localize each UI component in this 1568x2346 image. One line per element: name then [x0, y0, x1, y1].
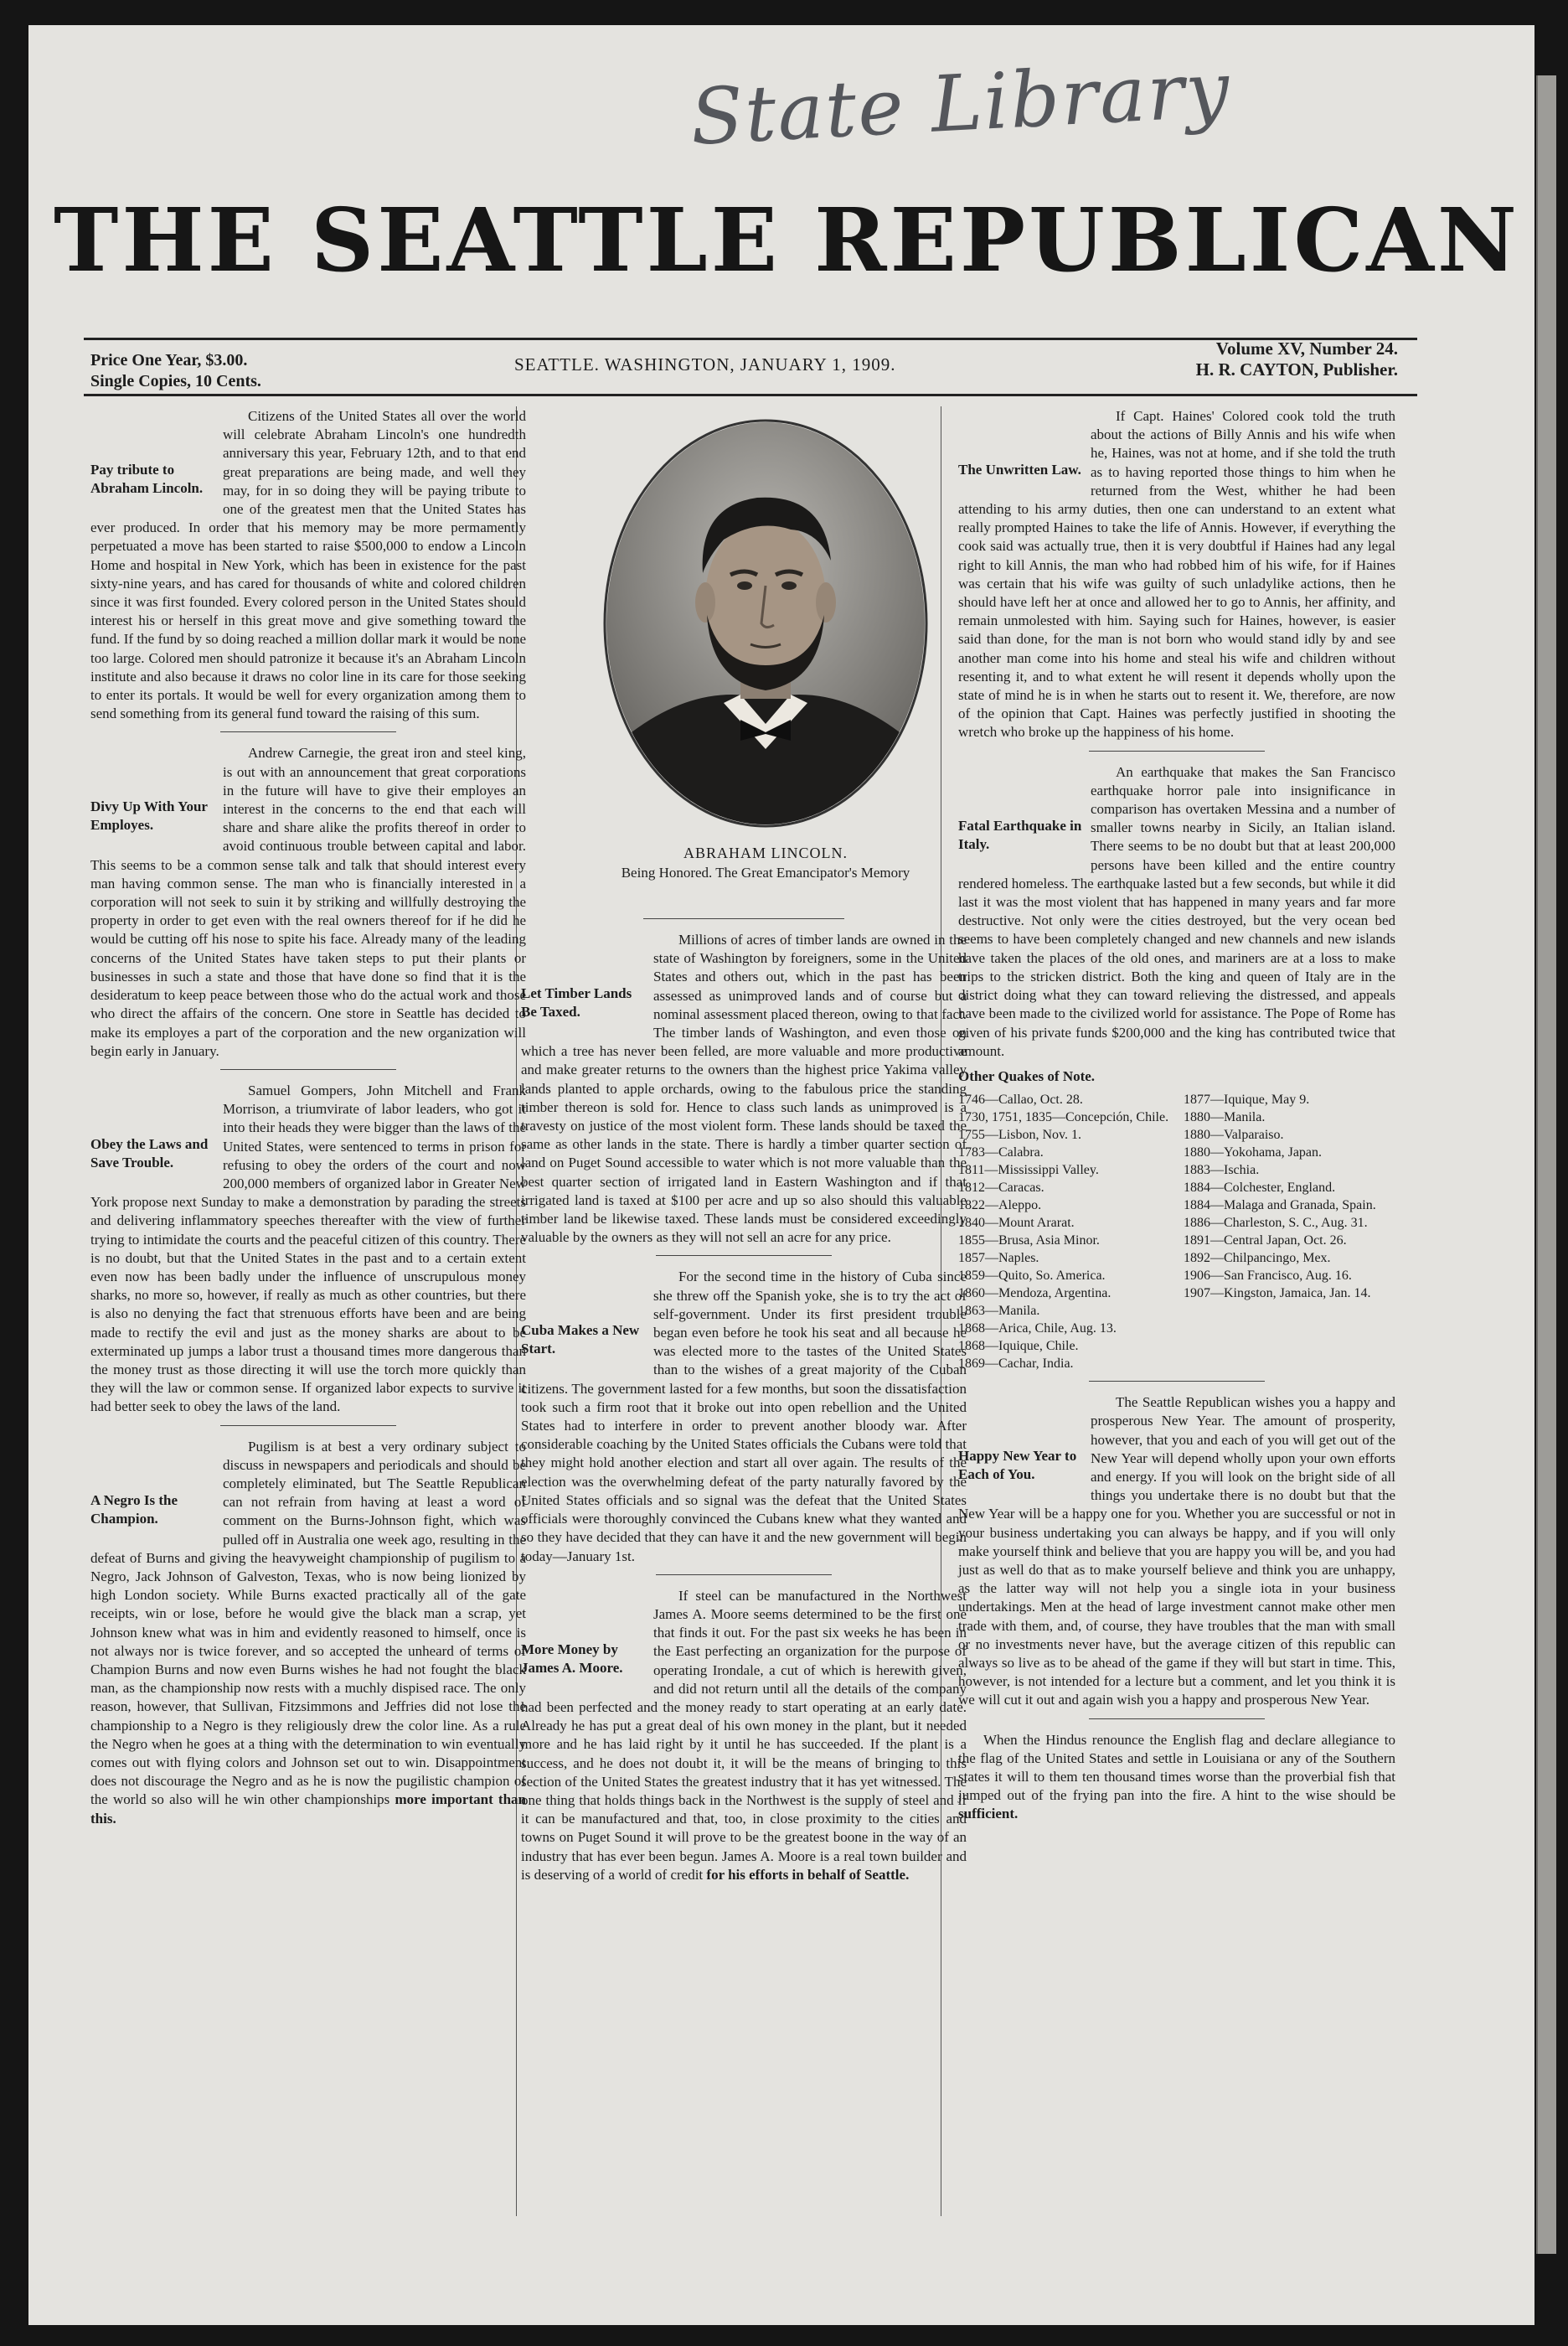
separator — [656, 1255, 832, 1256]
separator — [220, 1069, 396, 1070]
article-heading: Pay tribute to Abraham Lincoln. — [90, 462, 204, 496]
volume-info — [1059, 338, 1398, 380]
article-body: Millions of acres of timber lands are owned in the state of Washington by foreigners, some in the United States and others out, which in the past has been assessed as unimproved lands and of course but a nominal assessment placed thereon, owing to that fact. The timber lands of Washington, and even those on which a tree has never been felled, are more valuable and more productive and make greater returns to the owners than the highest price Yakima valley lands planted to apple orchards, owing to the fabulous price the standing timber thereon is sold for. Hence to class such lands as unimproved is a travesty on justice of the most violent form. These lands should be taxed the same as other lands in the state. There is hardly a timber quarter section of land on Puget Sound accessible to water which is not more valuable than the best quarter section of irrigated land in Eastern Washington and if that irrigated land is taxed at $100 per acre and up so also should this valuable timber land be likewise taxed. These lands must be considered exceedingly valuable by the owners as they will not sell an acre for any price. — [521, 932, 967, 1246]
article-heading: More Money by James A. Moore. — [521, 1641, 623, 1676]
article-steel — [521, 1587, 967, 1884]
masthead: THE SEATTLE REPUBLICAN — [54, 189, 1520, 292]
article-body: Citizens of the United States all over the world will celebrate Abraham Lincoln's one hundredth anniversary this year, February 12th, and to that end great preparations are being made, and well they may, for in so doing they will be paying tribute to one of the greatest men that the United States has ever produced. In order that his memory may be more permamently perpetuated a move has been started to raise $500,000 to endow a Lincoln Home and hospital in New York, which has been in existence for the past sixty-nine years, and has cared for thousands of white and colored children since it was first founded. Every colored person in the United States should interest his or herself in this great move and give something toward the fund. If the fund by so doing reached a million dollar mark it would be none too large. Colored men should patronize it because it's an Abraham Lincoln institute and also because it draws no color line in its care for those seeking to enter its portals. It would be well for every organization among them to send something from its general fund toward the raising of this sum. — [90, 408, 526, 722]
article-pugilism — [90, 1438, 526, 1828]
article-end: for his efforts in behalf of Seattle. — [706, 1866, 910, 1883]
separator — [220, 1425, 396, 1426]
quakes-heading: Other Quakes of Note. — [958, 1067, 1096, 1084]
separator — [656, 1574, 832, 1575]
separator — [1089, 1718, 1265, 1719]
article-heading: Cuba Makes a New Start. — [521, 1322, 640, 1357]
header-rule — [84, 394, 1417, 396]
article-end: more important than this. — [90, 1791, 527, 1827]
volume-number: Volume XV, Number 24. — [1215, 338, 1398, 359]
quake-entry: 1860—Mendoza, Argentina. — [958, 1286, 1112, 1301]
quake-entry: 1840—Mount Ararat. — [958, 1216, 1075, 1231]
article-carnegie — [90, 744, 526, 1060]
quakes-left — [958, 1091, 1170, 1372]
quake-entry: 1891—Central Japan, Oct. 26. — [1184, 1233, 1347, 1248]
article-body: Andrew Carnegie, the great iron and steel king, is out with an announcement that great corporations in the future will have to give their employes an interest in the concerns to the end that each will share and share alike the profits thereof in order to avoid continuous trouble between capital and labor. This seems to be a common sense talk and talk that should interest every man having common sense. The man who is financially interested in a corporation will not seek to suin it by striking and willfully destroying the property in order to get even with the real owners thereof for if he did he would be cutting off his nose to spite his face. Already many of the leading concerns of the United States have taken steps to put their plants or businesses in such a state and those that have done so find that it is the desideratum to keep peace between those who do the actual work and those who direct the affairs of the concern. One store in Seattle has decided to make its employes a part of the corporation and the new organization will begin early in January. — [90, 745, 526, 1059]
quake-entry: 1863—Manila. — [958, 1304, 1040, 1319]
lincoln-portrait — [598, 414, 933, 833]
quake-entry: 1783—Calabra. — [958, 1145, 1044, 1160]
article-body: An earthquake that makes the San Francisco earthquake horror pale into insignificance in comparison has overtaken Messina and a number of smaller towns nearby in Sicily, an Italian island. There seems to be no doubt but that at least 200,000 persons have been killed and the entire country rendered homeless. The earthquake lasted but a few seconds, but while it did last it was the most violent that has happened in many years and far more destructive. Not only were the cities destroyed, but the very ocean bed seems to have been completely changed and new channels and new islands have taken the places of the old ones, and mariners are at a loss to make trips to the stricken district. Both the king and queen of Italy are in the district doing what they can toward relieving the distressed, and appeals have been made to the civilized world for assistance. The Pope of Rome has given of his private funds $200,000 and the king has contributed twice that amount. — [958, 763, 1395, 1059]
quake-entry: 1886—Charleston, S. C., Aug. 31. — [1184, 1216, 1368, 1231]
price-year: Price One Year, $3.00. — [90, 351, 248, 369]
library-stamp: State Library — [688, 44, 1234, 163]
article-lincoln — [90, 407, 526, 723]
quake-entry: 1877—Iquique, May 9. — [1184, 1093, 1310, 1108]
article-end: sufficient. — [958, 1806, 1019, 1822]
article-newyear — [958, 1393, 1395, 1709]
quake-entry: 1730, 1751, 1835—Concepción, Chile. — [958, 1110, 1169, 1125]
quake-entry: 1892—Chilpancingo, Mex. — [1184, 1251, 1331, 1266]
quake-entry: 1883—Ischia. — [1184, 1163, 1260, 1178]
article-body: Samuel Gompers, John Mitchell and Frank Morrison, a triumvirate of labor leaders, who got it into their heads they were bigger than the laws of the United States, were sentenced to terms in prison for refusing to obey the orders of the court and now 200,000 members of organized labor in Greater New York propose next Sunday to make a demonstration by parading the streets and delivering inflammatory speeches thereafter with the view of further trying to intimidate the courts and the peaceful citizen of this country. There is no doubt, but that the United States in the past and to a certain extent even now has been badly under the influence of unscrupulous money sharks, no more so, however, if really as much as other countries, but there is also no denying the fact that strenuous efforts have been and are being made to rectify the evil and just as the money sharks are about to be exterminated up jumps a labor trust a thousand times more dangerous than the money trust as those directing it will use the torch more quickly than they will the law or common sense. If organized labor expects to survive it had better seek to obey the laws of the land. — [90, 1082, 526, 1415]
article-body: If Capt. Haines' Colored cook told the truth about the actions of Billy Annis and his wife when he, Haines, was not at home, and if she told the truth as to having reported those things to him when he returned from the West, whither he had been attending to his army duties, then one can understand to an extent what really prompted Haines to take the life of Annis. However, if everything the cook said was actually true, then it is very doubtful if Haines had any legal right to kill Annis, the man who had robbed him of his wife, for if Haines was certain that his wife was guilty of such unladylike actions, then he should have left her at once and allowed her to go to Annis, her affinity, and remain unmolested with him. Saying such for Haines, however, is easier said than done, for the man is not born who would stand idly by and see another man come into his home and steal his wife and children without resenting it, and to what extent he will resent it depends wholly upon the state of mind he is in when he starts out to resent it. We, therefore, are now of the opinion that Capt. Haines was perfectly justified in shooting the wretch who broke up the happiness of his home. — [958, 408, 1395, 741]
article-body: Pugilism is at best a very ordinary subject to discuss in newspapers and periodicals and should be completely eliminated, but The Seattle Republican can not refrain from having at least a word of comment on the Burns-Johnson fight, which was pulled off in Australia one week ago, resulting in the defeat of Burns and giving the heavyweight championship of pugilism to a Negro, Jack Johnson of Galveston, Texas, who is now being lionized by high London society. While Burns exacted practically all of the gate receipts, win or lose, before he would give the black man a scrap, yet Johnson knew what was in him and evidently reasoned to himself, once is not always nor is twice forever, and so accepted the unheard of terms of Champion Burns and now even Burns wishes he had not fought the black man, as the championship now rests with a muchly dispised race. The only reason, however, that Sullivan, Fitzsimmons and Jeffries did not lose the championship to a Negro is they religiously drew the color line. As a rule the Negro when he goes at a thing with the determination to win eventually comes out with flying colors and Johnson set out to win. Disappointment does not discourage the Negro and as he is now the pugilistic champion of the world so also will he win other championships — [90, 1438, 526, 1808]
price-info — [90, 350, 261, 392]
price-single: Single Copies, 10 Cents. — [90, 372, 261, 390]
quake-entry: 1859—Quito, So. America. — [958, 1269, 1106, 1284]
quakes-right — [1184, 1091, 1395, 1372]
column-2 — [521, 918, 967, 1891]
portrait-block — [581, 414, 950, 881]
publisher: H. R. CAYTON, Publisher. — [1195, 359, 1398, 380]
quake-entry: 1906—San Francisco, Aug. 16. — [1184, 1269, 1352, 1284]
column-3 — [958, 407, 1395, 1831]
article-heading: Fatal Earthquake in Italy. — [958, 817, 1082, 852]
quake-entry: 1812—Caracas. — [958, 1181, 1044, 1196]
column-1 — [90, 407, 526, 1835]
article-heading: Obey the Laws and Save Trouble. — [90, 1135, 209, 1170]
quake-entry: 1880—Valparaiso. — [1184, 1128, 1284, 1143]
quake-entry: 1907—Kingston, Jamaica, Jan. 14. — [1184, 1286, 1371, 1301]
separator — [643, 918, 844, 919]
portrait-subcaption: Being Honored. The Great Emancipator's Memory — [621, 865, 910, 881]
newspaper-page — [28, 25, 1534, 2325]
article-body: For the second time in the history of Cuba since she threw off the Spanish yoke, she is to try the act of self-government. Under its first president trouble began even before he took his seat and all because he was elected more to the tastes of the United States than to the wishes of a great majority of the Cuban citizens. The government lasted for a few months, but soon the dissatisfaction took such a firm root that it broke out into open rebellion and the United States had to interfere in order to prevent another bloody war. After considerable coaching by the United States officials the Cubans were told that they might hold another election and start all over again. The results of the election was the overwhelming defeat of the party naturally favored by the United States officials and so signal was the defeat that the United States officials were thoroughly convinced the Cubans knew what they wanted and so they have decided that they can have it and the new government will begin today—January 1st. — [521, 1269, 967, 1564]
quake-entry: 1884—Colchester, England. — [1184, 1181, 1336, 1196]
quake-entry: 1868—Iquique, Chile. — [958, 1339, 1079, 1354]
quake-entry: 1880—Manila. — [1184, 1110, 1266, 1125]
separator — [1089, 751, 1265, 752]
quake-entry: 1822—Aleppo. — [958, 1198, 1042, 1213]
article-body: The Seattle Republican wishes you a happy and prosperous New Year. The amount of prosperity, however, that you and each of you will get out of the New Year will depend wholly upon your own efforts and energy. If you will look on the bright side of all things you undertake there is no doubt but that the New Year will be a happy one for you. Whether you are successful or not in your business undertaking you can always be happy, and if you will only make yourself think and believe that you are happy you will be, and you had just as well do that as to make yourself believe and think you are unhappy, as the latter way will not help you a single iota in your business undertakings. Men at the head of large investment cannot make other men trade with them, and, of course, they have troubles that the man with small or no investments never have, but the average citizen of this republic can always so live as to be ahead of the game if they will but start in time. This, however, is not intended for a lecture but a comment, and let you think it is we will cut it out and again wish you a happy and prosperous New Year. — [958, 1394, 1395, 1708]
quakes-list — [958, 1091, 1395, 1372]
quake-entry: 1746—Callao, Oct. 28. — [958, 1093, 1083, 1108]
quake-entry: 1755—Lisbon, Nov. 1. — [958, 1128, 1081, 1143]
article-body: If steel can be manufactured in the Northwest James A. Moore seems determined to be the first one that finds it out. For the past six weeks he has been in the East perfecting an organization for the purpose of operating Irondale, a cut of which is herewith given, and did not return until all the details of the company had been perfected and the money ready to start operating at an early date. Already he has put a great deal of his own money in the plant, but it needed more and he has laid right by it until he has succeeded. If the plant is a success, and he does not doubt it, it will be the means of bringing to this section of the United States the greatest industry that it has yet witnessed. The one thing that holds things back in the Northwest is the supply of steel and if it can be manufactured and that, too, in close proximity to the cities and towns on Puget Sound it will prove to be the greatest boone in the way of an industry that has ever been begun. James A. Moore is a real town builder and is deserving of a world of credit — [521, 1587, 967, 1883]
article-earthquake — [958, 763, 1395, 1061]
quake-entry: 1868—Arica, Chile, Aug. 13. — [958, 1321, 1117, 1336]
quake-entry: 1857—Naples. — [958, 1251, 1039, 1266]
article-timber — [521, 931, 967, 1247]
portrait-caption: ABRAHAM LINCOLN. — [683, 845, 848, 861]
article-haines — [958, 407, 1395, 742]
article-heading: Divy Up With Your Employes. — [90, 798, 208, 834]
article-heading: A Negro Is the Champion. — [90, 1491, 178, 1527]
article-hindus — [958, 1731, 1395, 1824]
quake-entry: 1811—Mississippi Valley. — [958, 1163, 1099, 1178]
separator — [1089, 1381, 1265, 1382]
separator — [220, 731, 396, 732]
article-cuba — [521, 1268, 967, 1565]
article-body: When the Hindus renounce the English flag and declare allegiance to the flag of the United States and settle in Louisiana or any of the Southern states it will to them ten thousand times worse than the proverbial fish that jumped out of the frying pan into the fire. A hint to the wise should be — [958, 1731, 1395, 1804]
article-heading: The Unwritten Law. — [958, 462, 1081, 478]
quake-entry: 1884—Malaga and Granada, Spain. — [1184, 1198, 1376, 1213]
article-gompers — [90, 1082, 526, 1417]
quake-entry: 1880—Yokohama, Japan. — [1184, 1145, 1323, 1160]
page-edge — [1536, 75, 1556, 2254]
article-heading: Happy New Year to Each of You. — [958, 1448, 1077, 1483]
quake-entry: 1869—Cachar, India. — [958, 1356, 1074, 1372]
dateline: SEATTLE. WASHINGTON, JANUARY 1, 1909. — [514, 354, 896, 375]
quake-entry: 1855—Brusa, Asia Minor. — [958, 1233, 1100, 1248]
article-heading: Let Timber Lands Be Taxed. — [521, 985, 632, 1020]
